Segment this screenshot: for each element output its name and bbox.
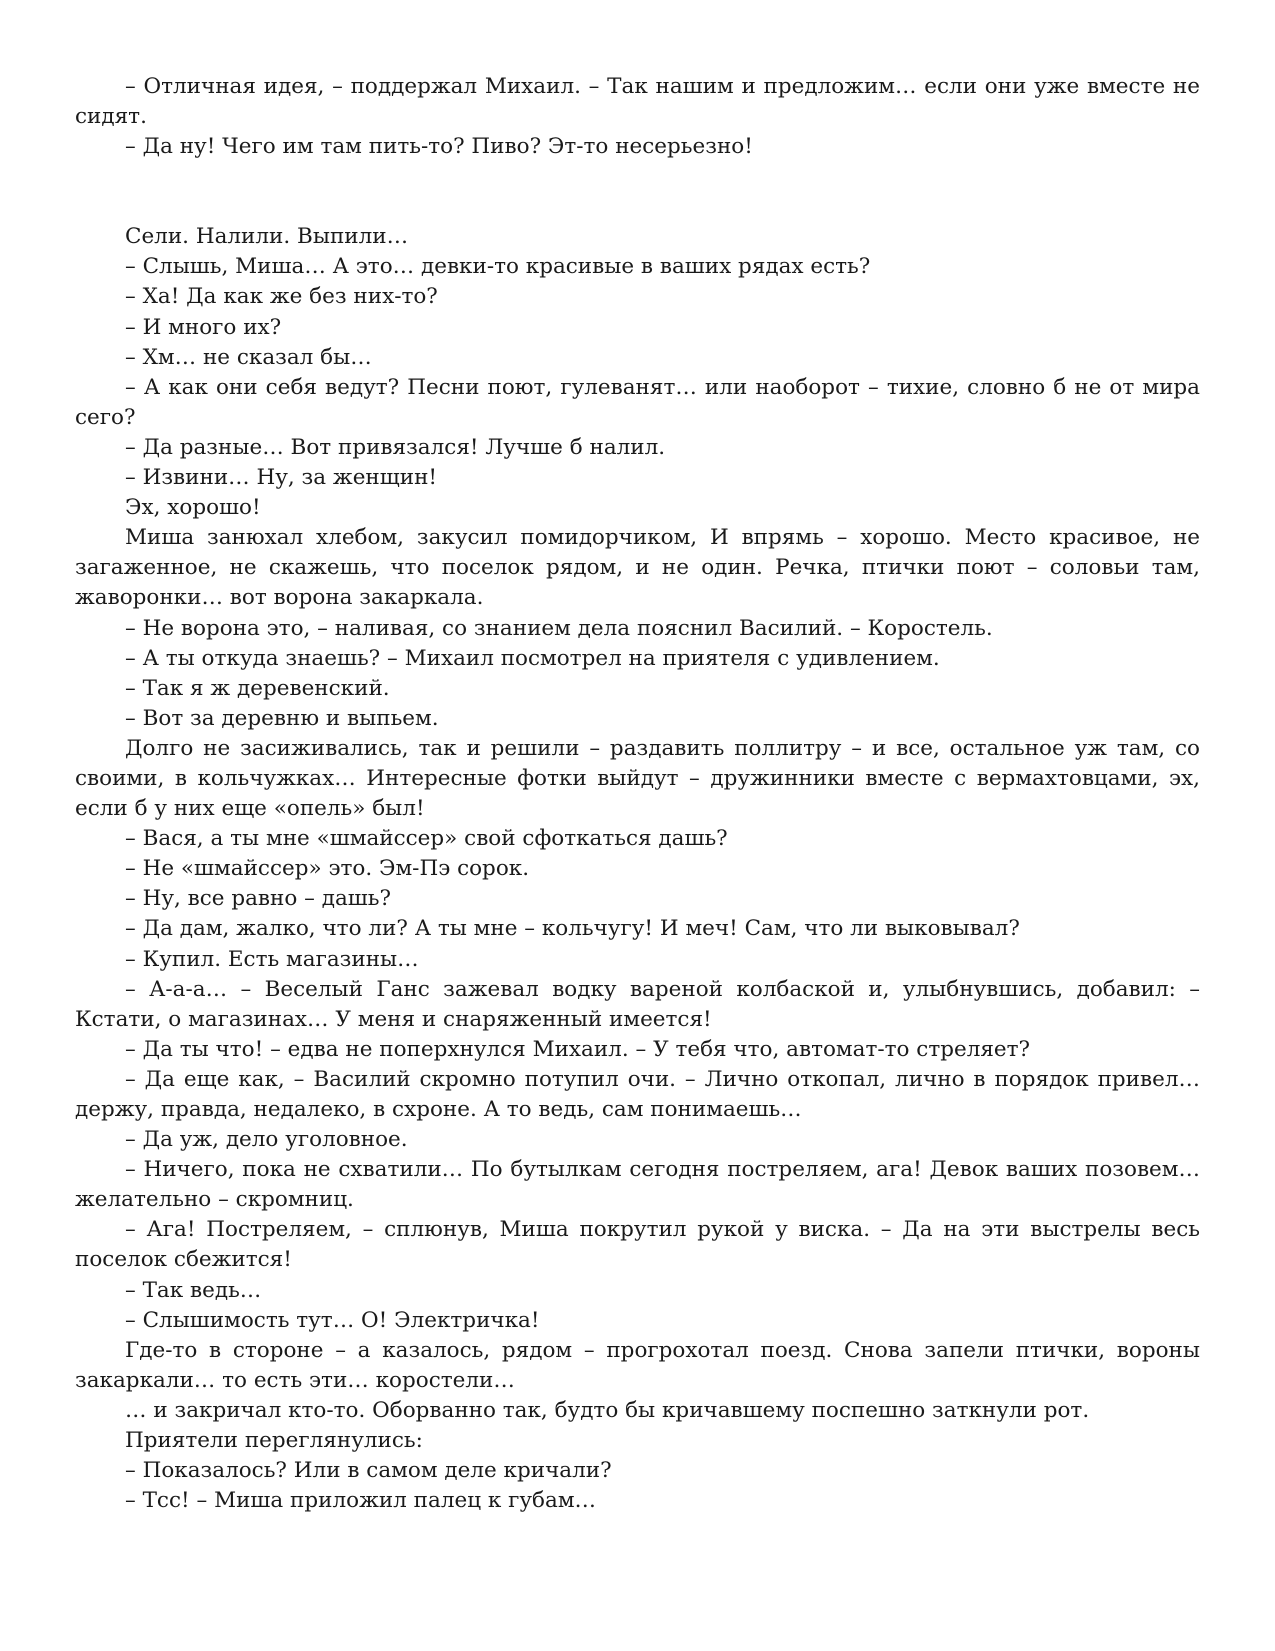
paragraph: – Хм… не сказал бы… xyxy=(125,344,372,370)
paragraph: – Да уж, дело уголовное. xyxy=(125,1127,408,1153)
paragraph: – Вот за деревню и выпьем. xyxy=(125,705,439,731)
paragraph: – Не «шмайссер» это. Эм-Пэ сорок. xyxy=(125,856,530,882)
paragraph: – Показалось? Или в самом деле кричали? xyxy=(125,1458,612,1484)
paragraph: – Да еще как, – Василий скромно потупил очи. – Лично откопал, лично в порядок привел… держу, правда, недалеко, в схроне. А то ведь, сам понимаешь… xyxy=(75,1066,1200,1122)
paragraph: – Слышь, Миша… А это… девки-то красивые в ваших рядах есть? xyxy=(125,254,871,280)
paragraph: – Слышимость тут… О! Электричка! xyxy=(125,1307,540,1333)
paragraph: Приятели переглянулись: xyxy=(125,1428,423,1454)
document-page xyxy=(75,72,1200,1516)
paragraph: – А-а-а… – Веселый Ганс зажевал водку вареной колбаской и, улыбнувшись, добавил: – Кстати, о магазинах… У меня и снаряженный имеется! xyxy=(75,976,1200,1032)
paragraph: – И много их? xyxy=(125,314,282,340)
paragraph: – Так я ж деревенский. xyxy=(125,675,390,701)
paragraph: Где-то в стороне – а казалось, рядом – прогрохотал поезд. Снова запели птички, вороны закаркали… то есть эти… коростели… xyxy=(75,1337,1200,1393)
paragraph: – Да ты что! – едва не поперхнулся Михаил. – У тебя что, автомат-то стреляет? xyxy=(125,1036,1031,1062)
paragraph: – А как они себя ведут? Песни поют, гулеванят… или наоборот – тихие, словно б не от мира сего? xyxy=(75,374,1200,430)
paragraph: Эх, хорошо! xyxy=(125,495,261,521)
paragraph: – Ха! Да как же без них-то? xyxy=(125,284,438,310)
paragraph: – Вася, а ты мне «шмайссер» свой сфоткаться дашь? xyxy=(125,826,728,852)
paragraph: – А ты откуда знаешь? – Михаил посмотрел на приятеля с удивлением. xyxy=(125,645,940,671)
paragraph: – Купил. Есть магазины… xyxy=(125,946,419,972)
paragraph: – Не ворона это, – наливая, со знанием дела пояснил Василий. – Коростель. xyxy=(125,615,993,641)
paragraph: Долго не засиживались, так и решили – раздавить поллитру – и все, остальное уж там, со своими, в кольчужках… Интересные фотки выйдут – дружинники вместе с вермахтовцами, эх, если б у них еще «опель» был! xyxy=(75,735,1200,822)
paragraph: – Да дам, жалко, что ли? А ты мне – кольчугу! И меч! Сам, что ли выковывал? xyxy=(125,916,1020,942)
paragraph: – Ничего, пока не схватили… По бутылкам сегодня постреляем, ага! Девок ваших позовем… желательно – скромниц. xyxy=(75,1157,1200,1213)
paragraph: – Извини… Ну, за женщин! xyxy=(125,465,438,491)
paragraph: – Отличная идея, – поддержал Михаил. – Так нашим и предложим… если они уже вместе не сидят. xyxy=(75,74,1200,130)
paragraph: … и закричал кто-то. Оборванно так, будто бы кричавшему поспешно заткнули рот. xyxy=(125,1397,1090,1423)
paragraph: Миша занюхал хлебом, закусил помидорчиком, И впрямь – хорошо. Место красивое, не загаженное, не скажешь, что поселок рядом, и не один. Речка, птички поют – соловьи там, жаворонки… вот ворона закаркала. xyxy=(75,525,1200,611)
paragraph: – Так ведь… xyxy=(125,1277,262,1303)
paragraph: – Да ну! Чего им там пить-то? Пиво? Эт-то несерьезно! xyxy=(125,134,753,160)
paragraph: – Ну, все равно – дашь? xyxy=(125,886,392,912)
paragraph: – Ага! Постреляем, – сплюнув, Миша покрутил рукой у виска. – Да на эти выстрелы весь поселок сбежится! xyxy=(75,1217,1200,1273)
paragraph: Сели. Налили. Выпили… xyxy=(125,224,409,250)
section-break xyxy=(75,162,1200,222)
paragraph: – Да разные… Вот привязался! Лучше б налил. xyxy=(125,434,666,460)
paragraph: – Тсс! – Миша приложил палец к губам… xyxy=(125,1488,597,1514)
